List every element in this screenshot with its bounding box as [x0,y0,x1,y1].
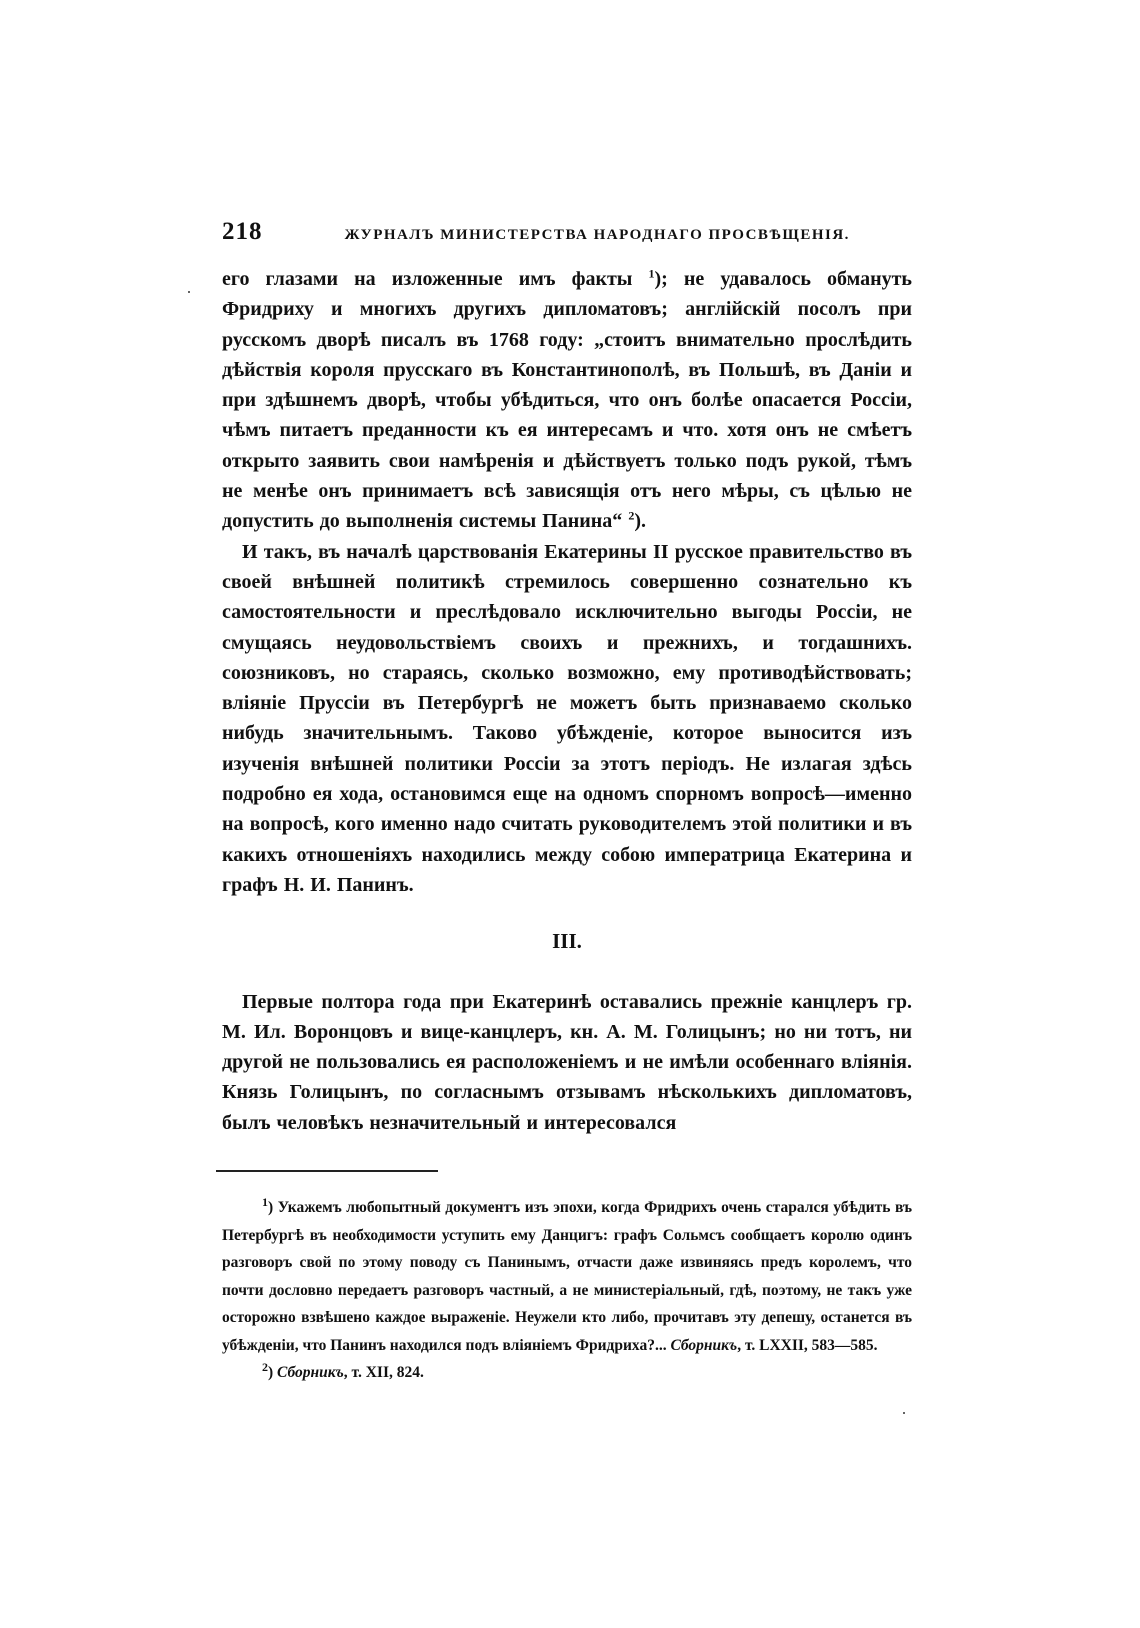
footnote-ref-2: 2 [628,508,635,523]
page-header [222,218,912,256]
footnote-marker: 1 [262,1194,268,1209]
print-speck [903,1412,905,1414]
paragraph-text: ); не удавалось обмануть Фридриху и многихъ другихъ дипломатовъ; англійскій посолъ при русскомъ дворѣ писалъ въ 1768 году: „стоитъ внимательно прослѣдить дѣйствія короля прусскаго въ Константинополѣ, въ Польшѣ, въ Даніи и при здѣшнемъ дворѣ, чтобы убѣдиться, что онъ болѣе опасается Россіи, чѣмъ питаетъ преданности къ ея интересамъ и что. хотя онъ не смѣетъ открыто заявить свои намѣренія и дѣйствуетъ только подъ рукой, тѣмъ не менѣе онъ принимаетъ всѣ зависящія отъ него мѣры, съ цѣлью не допустить до выполненія системы Панина“ [222,268,912,533]
footnote-rule [216,1170,438,1172]
footnote-source: Сборникъ [670,1336,738,1354]
footnote-text: , т. LXXII, 583—585. [737,1336,878,1354]
footnote-marker: 2 [262,1359,268,1374]
book-page [222,218,912,1387]
paragraph-continued [222,264,912,537]
paragraph-conclusion: И такъ, въ началѣ царствованія Екатерины II русское правительство въ своей внѣшней политикѣ стремилось совершенно сознательно къ самостоятельности и преслѣдовало исключительно выгоды Россіи, не смущаясь неудовольствіемъ своихъ и прежнихъ, и тогдашнихъ. союзниковъ, но стараясь, сколько возможно, ему противодѣйствовать; вліяніе Пруссіи въ Петербургѣ не можетъ быть признаваемо сколько нибудь значительнымъ. Таково убѣжденіе, которое выносится изъ изученія внѣшней политики Россіи за этотъ періодъ. Не излагая здѣсь подробно ея хода, остановимся еще на одномъ спорномъ вопросѣ—именно на вопросѣ, кого именно надо считать руководителемъ этой политики и въ какихъ отношеніяхъ находились между собою императрица Екатерина и графъ Н. И. Панинъ. [222,540,912,896]
section-heading: III. [552,929,582,954]
paragraph-text: ). [634,510,646,533]
footnote-source: Сборникъ [277,1364,344,1382]
footnote-2 [222,1359,912,1387]
print-speck [188,291,190,293]
running-head: ЖУРНАЛЪ МИНИСТЕРСТВА НАРОДНАГО ПРОСВѢЩЕНІЯ. [344,227,850,243]
footnote-ref-1: 1 [648,266,655,281]
footnote-text: ) Укажемъ любопытный документъ изъ эпохи, когда Фридрихъ очень старался убѣдить въ Петербургѣ въ необходимости уступить ему Данцигъ: графъ Сольмсъ сообщаетъ королю одинъ разговоръ свой по этому поводу съ Панинымъ, отчасти даже извиняясь предъ королемъ, что почти дословно передаетъ разговоръ частный, а не министеріальный, гдѣ, поэтому, не такъ уже осторожно взвѣшено каждое выраженіе. Неужели кто либо, прочитавъ эту депешу, останется въ убѣжденіи, что Панинъ находился подъ вліяніемъ Фридриха?... [222,1199,912,1354]
paragraph-text: его глазами на изложенные имъ факты [222,268,649,290]
main-text [222,264,912,1138]
footnote-text: ) [268,1364,278,1382]
footnotes [222,1194,912,1387]
paragraph-section-iii: Первые полтора года при Екатеринѣ оставались прежніе канцлеръ гр. М. Ил. Воронцовъ и вице-канцлеръ, кн. А. М. Голицынъ; но ни тотъ, ни другой не пользовались ея расположеніемъ и не имѣли особеннаго вліянія. Князь Голицынъ, по согласнымъ отзывамъ нѣсколькихъ дипломатовъ, былъ человѣкъ незначительный и интересовался [222,990,912,1134]
page-number: 218 [222,218,263,245]
footnote-text: , т. XII, 824. [343,1364,424,1382]
footnote-1 [222,1194,912,1359]
